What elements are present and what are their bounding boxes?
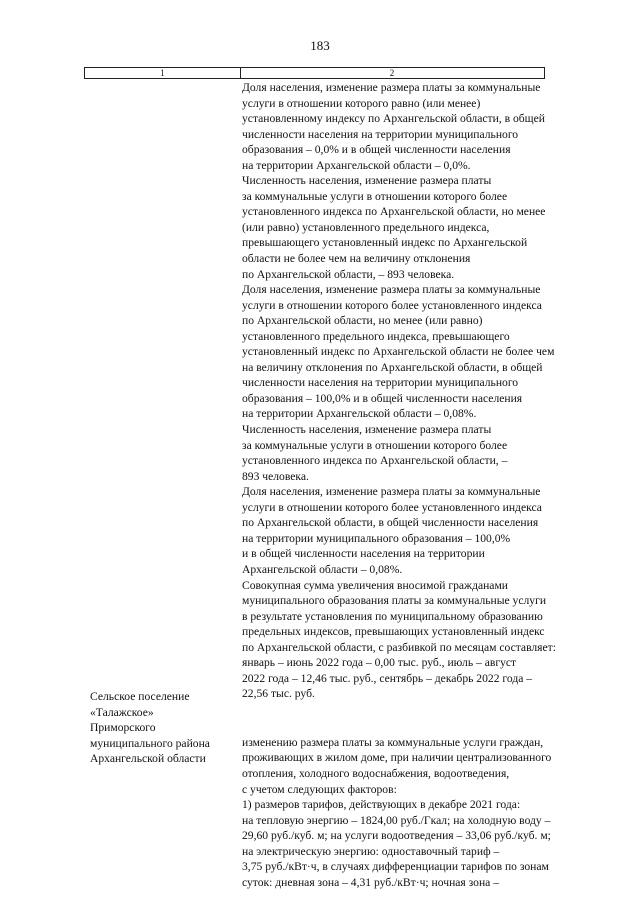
table-header-row [84, 67, 545, 79]
text-line: муниципального образования платы за коммунальные услуги [242, 594, 547, 608]
table-header-col-1: 1 [85, 68, 241, 78]
text-line: образования – 100,0% и в общей численности населения [242, 391, 523, 405]
text-line: на величину отклонения по Архангельской области, в общей [242, 360, 543, 374]
municipality-name-cell [90, 689, 238, 767]
text-line: по Архангельской области, но менее (или равно) [242, 314, 483, 328]
region-line: Архангельской области [90, 752, 206, 766]
tariffs-text-block [242, 735, 552, 890]
text-line: на тепловую энергию – 1824,00 руб./Гкал; на холодную воду – [242, 813, 551, 827]
text-line: 3,75 руб./кВт·ч, в случаях дифференциации тарифов по зонам [242, 860, 549, 874]
text-line: превышающего установленный индекс по Архангельской [242, 236, 528, 250]
text-line: изменению размера платы за коммунальные услуги граждан, [242, 735, 544, 749]
text-line: 1) размеров тарифов, действующих в декабре 2021 года: [242, 798, 521, 812]
page-number: 183 [310, 38, 330, 53]
text-line: образования – 0,0% и в общей численности населения [242, 143, 511, 157]
text-line: 2022 года – 12,46 тыс. руб., сентябрь – декабрь 2022 года – [242, 671, 533, 685]
content-column [242, 80, 556, 890]
text-line: с учетом следующих факторов: [242, 782, 397, 796]
text-line: Архангельской области – 0,08%. [242, 562, 403, 576]
text-line: установленного предельного индекса, превышающего [242, 329, 510, 343]
text-line: суток: дневная зона – 4,31 руб./кВт·ч; ночная зона – [242, 875, 500, 889]
text-line: услуги в отношении которого равно (или менее) [242, 96, 481, 110]
region-line: муниципального района [90, 736, 210, 750]
text-line: Доля населения, изменение размера платы за коммунальные [242, 283, 541, 297]
text-line: Доля населения, изменение размера платы за коммунальные [242, 485, 541, 499]
text-line: за коммунальные услуги в отношении которого более [242, 438, 508, 452]
text-line: 893 человека. [242, 469, 309, 483]
text-line: услуги в отношении которого более установленного индекса [242, 298, 542, 312]
text-line: услуги в отношении которого более установленного индекса [242, 500, 542, 514]
text-line: 29,60 руб./куб. м; на услуги водоотведения – 33,06 руб./куб. м; [242, 829, 551, 843]
text-line: по Архангельской области, в общей численности населения [242, 516, 539, 530]
text-line: предельных индексов, превышающих установленный индекс [242, 625, 545, 639]
text-line: на территории Архангельской области – 0,08%. [242, 407, 477, 421]
text-line: январь – июнь 2022 года – 0,00 тыс. руб., июль – август [242, 656, 517, 670]
text-line: на территории муниципального образования – 100,0% [242, 531, 511, 545]
text-line: установленному индексу по Архангельской области, в общей [242, 112, 545, 126]
indicators-text-block [242, 80, 556, 702]
text-line: отопления, холодного водоснабжения, водоотведения, [242, 766, 510, 780]
text-line: Совокупная сумма увеличения вносимой гражданами [242, 578, 508, 592]
text-line: по Архангельской области, – 893 человека. [242, 267, 455, 281]
text-line: в результате установления по муниципальному образованию [242, 609, 543, 623]
text-line: на электрическую энергию: одноставочный тариф – [242, 844, 500, 858]
text-line: установленного индекса по Архангельской области, но менее [242, 205, 546, 219]
text-line: за коммунальные услуги в отношении которого более [242, 189, 508, 203]
text-line: (или равно) установленного предельного индекса, [242, 220, 490, 234]
text-line: 22,56 тыс. руб. [242, 687, 315, 701]
region-line: Сельское поселение [90, 690, 190, 703]
text-line: Доля населения, изменение размера платы за коммунальные [242, 81, 541, 94]
text-line: установленного индекса по Архангельской области, – [242, 454, 508, 468]
region-line: Приморского [90, 721, 156, 735]
text-line: проживающих в жилом доме, при наличии централизованного [242, 751, 552, 765]
text-line: на территории Архангельской области – 0,0%. [242, 158, 471, 172]
text-line: и в общей численности населения на территории [242, 547, 485, 561]
text-line: Численность населения, изменение размера платы [242, 423, 492, 437]
region-line: «Талажское» [90, 705, 154, 719]
text-line: численности населения на территории муниципального [242, 376, 519, 390]
text-line: по Архангельской области, с разбивкой по месяцам составляет: [242, 640, 556, 654]
text-line: области не более чем на величину отклонения [242, 252, 471, 266]
text-line: численности населения на территории муниципального [242, 127, 519, 141]
text-line: Численность населения, изменение размера платы [242, 174, 492, 188]
text-line: установленный индекс по Архангельской области не более чем [242, 345, 555, 359]
table-header-col-2: 2 [389, 68, 395, 78]
